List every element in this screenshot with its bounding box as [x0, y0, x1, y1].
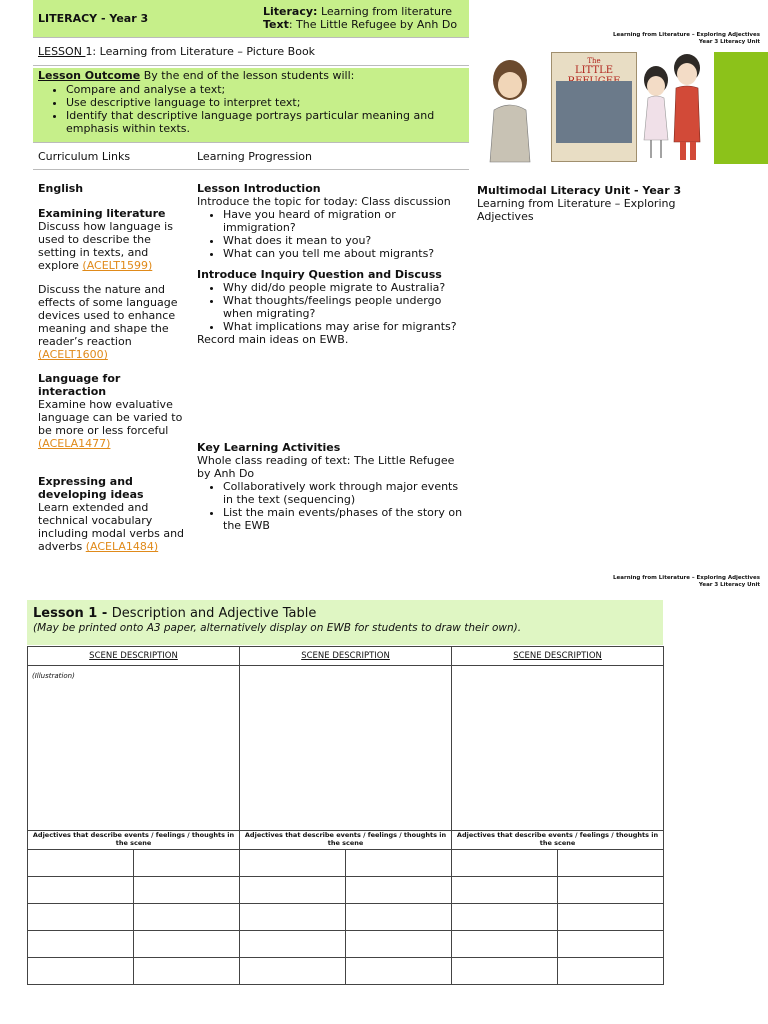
year-label: LITERACY - Year 3: [38, 12, 149, 25]
blank-cell: [134, 904, 240, 931]
introduction-list: [197, 208, 467, 260]
text-label: Text: [263, 18, 289, 31]
key-activities-text: Whole class reading of text: The Little Refugee by Anh Do: [197, 454, 455, 480]
lesson-1-title: Lesson 1 - Description and Adjective Table: [33, 606, 317, 621]
acela1477-link[interactable]: (ACELA1477): [38, 437, 111, 450]
blank-cell: [134, 850, 240, 877]
running-header: Learning from Literature – Exploring Adjectives Year 3 Literacy Unit: [613, 32, 760, 45]
adjectives-header: Adjectives that describe events / feelings / thoughts in the scene: [452, 831, 664, 850]
blank-cell: [134, 931, 240, 958]
list-item: • Why did/do people migrate to Australia?: [223, 281, 467, 294]
blank-cell: [346, 931, 452, 958]
blank-cell: [558, 931, 664, 958]
table-row: [28, 850, 664, 877]
table-row: [28, 904, 664, 931]
learning-progression-column: [197, 182, 467, 532]
literacy-value: Learning from literature: [320, 5, 453, 18]
blank-cell: [240, 877, 346, 904]
blank-cell: [28, 877, 134, 904]
acelt1599-link[interactable]: (ACELT1599): [82, 259, 153, 272]
introduction-heading: Lesson Introduction: [197, 182, 321, 195]
inquiry-list: [197, 281, 467, 333]
blank-cell: [558, 904, 664, 931]
list-item: • What thoughts/feelings people undergo when migrating?: [223, 294, 467, 320]
nature-text: Discuss the nature and effects of some language devices used to enhance meaning and shape the reader’s reaction (ACELT1600): [38, 283, 178, 361]
blank-cell: [240, 904, 346, 931]
list-item: • Have you heard of migration or immigration?: [223, 208, 467, 234]
blank-cell: [134, 877, 240, 904]
lesson-1-subtitle: (May be printed onto A3 paper, alternatively display on EWB for students to draw their own).: [33, 622, 522, 634]
column-header-row: [33, 142, 469, 170]
record-note: Record main ideas on EWB.: [197, 333, 349, 346]
literacy-label: Literacy:: [263, 5, 318, 18]
acelt1600-link[interactable]: (ACELT1600): [38, 348, 108, 361]
blank-cell: [452, 931, 558, 958]
literacy-info: [263, 5, 457, 31]
scene-illustration-cell: [452, 666, 664, 831]
lesson-label: LESSON: [38, 45, 86, 58]
lesson-outcome: [33, 68, 469, 142]
page-2: [0, 560, 768, 1024]
table-row: [28, 647, 664, 666]
adjectives-header: Adjectives that describe events / feelings / thoughts in the scene: [28, 831, 240, 850]
book-cover-title: LITTLE: [574, 65, 614, 76]
table-row: [28, 877, 664, 904]
scene-header: SCENE DESCRIPTION: [452, 647, 664, 666]
blank-cell: [28, 931, 134, 958]
blank-cell: [452, 958, 558, 985]
blank-cell: [452, 850, 558, 877]
adjectives-header: Adjectives that describe events / feelings / thoughts in the scene: [240, 831, 452, 850]
outcome-list: [38, 83, 464, 135]
blank-cell: [558, 850, 664, 877]
book-cover-scene: [556, 81, 632, 143]
list-item: • What implications may arise for migrants?: [223, 320, 467, 333]
table-row: [28, 958, 664, 985]
outcome-item: • Compare and analyse a text;: [66, 83, 464, 96]
table-row: [28, 931, 664, 958]
scene-header: SCENE DESCRIPTION: [28, 647, 240, 666]
description-adjective-table: [27, 646, 664, 985]
key-activities-list: [197, 480, 467, 532]
inquiry-heading: Introduce Inquiry Question and Discuss: [197, 268, 442, 281]
outcome-label: Lesson Outcome: [38, 69, 141, 82]
lesson-plan-header: [33, 0, 469, 38]
blank-cell: [28, 904, 134, 931]
scene-illustration-cell: [240, 666, 452, 831]
blank-cell: [346, 850, 452, 877]
lesson-line: [33, 38, 469, 66]
lesson-title: 1: Learning from Literature – Picture Book: [85, 45, 316, 58]
blank-cell: [28, 850, 134, 877]
unit-title: [477, 184, 707, 223]
blank-cell: [240, 931, 346, 958]
book-cover-image: [551, 52, 637, 162]
list-item: • List the main events/phases of the story on the EWB: [223, 506, 467, 532]
book-cover-the: The: [587, 57, 601, 65]
list-item: • What does it mean to you?: [223, 234, 467, 247]
expressing-heading: Expressing and developing ideas: [38, 475, 144, 501]
blank-cell: [240, 958, 346, 985]
list-item: • Collaboratively work through major events in the text (sequencing): [223, 480, 467, 506]
introduction-text: Introduce the topic for today: Class discussion: [197, 195, 451, 208]
table-row: [28, 666, 664, 831]
outcome-item: • Identify that descriptive language portrays particular meaning and emphasis within texts.: [66, 109, 464, 135]
blank-cell: [28, 958, 134, 985]
blank-cell: [346, 904, 452, 931]
unit-subtitle: Learning from Literature – Exploring Adjectives: [477, 197, 676, 223]
blank-cell: [346, 958, 452, 985]
text-value: : The Little Refugee by Anh Do: [288, 18, 458, 31]
green-accent-block: [714, 52, 768, 164]
examining-text: Discuss how language is used to describe the setting in texts, and explore (ACELT1599): [38, 220, 173, 272]
table-row: [28, 831, 664, 850]
blank-cell: [558, 958, 664, 985]
blank-cell: [452, 877, 558, 904]
key-activities-heading: Key Learning Activities: [197, 441, 341, 454]
curriculum-links-header: Curriculum Links: [38, 150, 131, 163]
unit-heading: Multimodal Literacy Unit - Year 3: [477, 184, 682, 197]
blank-cell: [558, 877, 664, 904]
outcome-item: • Use descriptive language to interpret text;: [66, 96, 464, 109]
examining-heading: Examining literature: [38, 207, 166, 220]
interaction-heading: Language for interaction: [38, 372, 121, 398]
running-header: Learning from Literature – Exploring Adjectives Year 3 Literacy Unit: [613, 575, 760, 588]
scene-illustration-cell: [28, 666, 240, 831]
interaction-text: Examine how evaluative language can be varied to be more or less forceful (ACELA1477): [38, 398, 183, 450]
curriculum-links-column: [38, 182, 188, 553]
outcome-intro: By the end of the lesson students will:: [140, 69, 355, 82]
blank-cell: [134, 958, 240, 985]
expressing-text: Learn extended and technical vocabulary including modal verbs and adverbs (ACELA1484): [38, 501, 185, 553]
blank-cell: [240, 850, 346, 877]
list-item: • What can you tell me about migrants?: [223, 247, 467, 260]
acela1484-link[interactable]: (ACELA1484): [85, 540, 159, 553]
learning-progression-header: Learning Progression: [197, 150, 312, 163]
blank-cell: [452, 904, 558, 931]
illustration-note: (Illustration): [32, 672, 75, 680]
scene-header: SCENE DESCRIPTION: [240, 647, 452, 666]
subject-heading: English: [38, 182, 84, 195]
blank-cell: [346, 877, 452, 904]
lesson-1-table-header: [27, 600, 663, 645]
